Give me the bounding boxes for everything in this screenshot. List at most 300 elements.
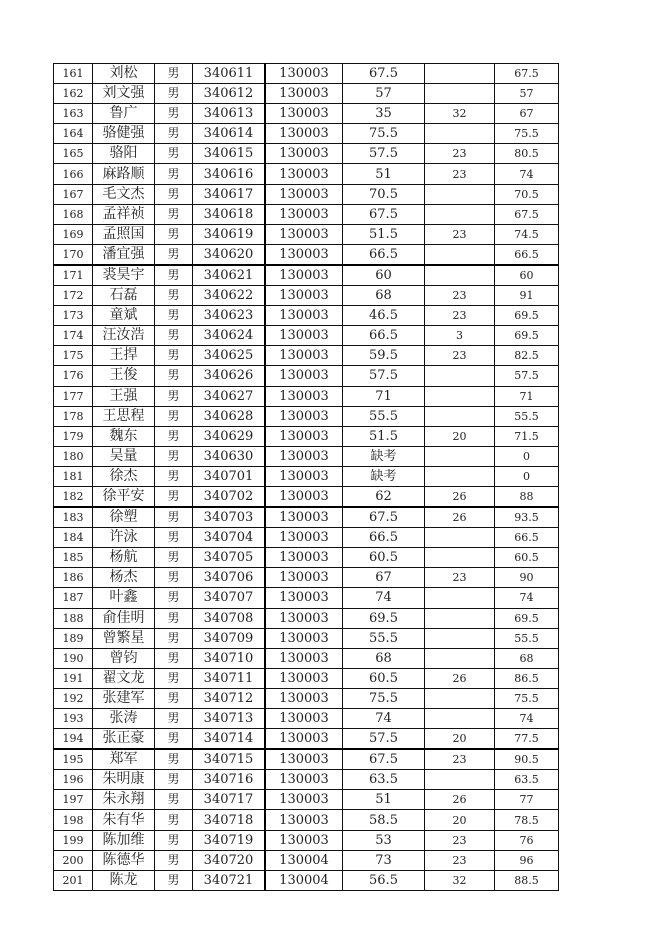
row-number-cell[interactable]: 163 xyxy=(54,104,93,124)
bonus-points-cell[interactable]: 20 xyxy=(425,729,495,750)
total-score-cell[interactable]: 78.5 xyxy=(495,810,559,830)
total-score-cell[interactable]: 91 xyxy=(495,286,559,306)
exam-code-cell[interactable]: 130003 xyxy=(265,265,343,286)
total-score-cell[interactable]: 57.5 xyxy=(495,366,559,386)
total-score-cell[interactable]: 96 xyxy=(495,850,559,870)
bonus-points-cell[interactable] xyxy=(425,528,495,548)
bonus-points-cell[interactable] xyxy=(425,688,495,708)
bonus-points-cell[interactable]: 3 xyxy=(425,326,495,346)
gender-cell[interactable]: 男 xyxy=(155,346,193,366)
exam-code-cell[interactable]: 130003 xyxy=(265,164,343,184)
gender-cell[interactable]: 男 xyxy=(155,810,193,830)
gender-cell[interactable]: 男 xyxy=(155,486,193,507)
row-number-cell[interactable]: 196 xyxy=(54,770,93,790)
student-id-cell[interactable]: 340715 xyxy=(193,749,266,770)
total-score-cell[interactable]: 66.5 xyxy=(495,528,559,548)
total-score-cell[interactable]: 86.5 xyxy=(495,668,559,688)
score-cell[interactable]: 57.5 xyxy=(343,729,425,750)
student-id-cell[interactable]: 340716 xyxy=(193,770,266,790)
exam-code-cell[interactable]: 130003 xyxy=(265,770,343,790)
total-score-cell[interactable]: 90.5 xyxy=(495,749,559,770)
total-score-cell[interactable]: 74 xyxy=(495,588,559,608)
score-cell[interactable]: 51 xyxy=(343,790,425,810)
total-score-cell[interactable]: 55.5 xyxy=(495,406,559,426)
row-number-cell[interactable]: 188 xyxy=(54,608,93,628)
bonus-points-cell[interactable] xyxy=(425,366,495,386)
total-score-cell[interactable]: 57 xyxy=(495,84,559,104)
student-id-cell[interactable]: 340718 xyxy=(193,810,266,830)
exam-code-cell[interactable]: 130003 xyxy=(265,648,343,668)
student-id-cell[interactable]: 340611 xyxy=(193,64,266,84)
gender-cell[interactable]: 男 xyxy=(155,244,193,265)
exam-code-cell[interactable]: 130003 xyxy=(265,104,343,124)
row-number-cell[interactable]: 164 xyxy=(54,124,93,144)
bonus-points-cell[interactable] xyxy=(425,124,495,144)
row-number-cell[interactable]: 168 xyxy=(54,204,93,224)
gender-cell[interactable]: 男 xyxy=(155,568,193,588)
student-id-cell[interactable]: 340616 xyxy=(193,164,266,184)
gender-cell[interactable]: 男 xyxy=(155,386,193,406)
row-number-cell[interactable]: 161 xyxy=(54,64,93,84)
bonus-points-cell[interactable] xyxy=(425,648,495,668)
gender-cell[interactable]: 男 xyxy=(155,446,193,466)
score-cell[interactable]: 缺考 xyxy=(343,446,425,466)
total-score-cell[interactable]: 74 xyxy=(495,709,559,729)
score-cell[interactable]: 66.5 xyxy=(343,326,425,346)
student-id-cell[interactable]: 340703 xyxy=(193,507,266,528)
exam-code-cell[interactable]: 130003 xyxy=(265,709,343,729)
row-number-cell[interactable]: 189 xyxy=(54,628,93,648)
total-score-cell[interactable]: 67.5 xyxy=(495,64,559,84)
gender-cell[interactable]: 男 xyxy=(155,326,193,346)
gender-cell[interactable]: 男 xyxy=(155,668,193,688)
gender-cell[interactable]: 男 xyxy=(155,870,193,890)
name-cell[interactable]: 徐平安 xyxy=(93,486,155,507)
name-cell[interactable]: 王捍 xyxy=(93,346,155,366)
student-id-cell[interactable]: 340721 xyxy=(193,870,266,890)
name-cell[interactable]: 骆阳 xyxy=(93,144,155,164)
total-score-cell[interactable]: 93.5 xyxy=(495,507,559,528)
gender-cell[interactable]: 男 xyxy=(155,830,193,850)
score-cell[interactable]: 55.5 xyxy=(343,406,425,426)
bonus-points-cell[interactable] xyxy=(425,204,495,224)
student-id-cell[interactable]: 340713 xyxy=(193,709,266,729)
row-number-cell[interactable]: 197 xyxy=(54,790,93,810)
gender-cell[interactable]: 男 xyxy=(155,608,193,628)
name-cell[interactable]: 张正豪 xyxy=(93,729,155,750)
score-cell[interactable]: 60.5 xyxy=(343,668,425,688)
student-id-cell[interactable]: 340622 xyxy=(193,286,266,306)
bonus-points-cell[interactable]: 23 xyxy=(425,346,495,366)
bonus-points-cell[interactable] xyxy=(425,588,495,608)
student-id-cell[interactable]: 340627 xyxy=(193,386,266,406)
row-number-cell[interactable]: 180 xyxy=(54,446,93,466)
total-score-cell[interactable]: 76 xyxy=(495,830,559,850)
exam-code-cell[interactable]: 130003 xyxy=(265,184,343,204)
row-number-cell[interactable]: 172 xyxy=(54,286,93,306)
exam-code-cell[interactable]: 130004 xyxy=(265,870,343,890)
row-number-cell[interactable]: 176 xyxy=(54,366,93,386)
gender-cell[interactable]: 男 xyxy=(155,709,193,729)
gender-cell[interactable]: 男 xyxy=(155,265,193,286)
name-cell[interactable]: 陈加维 xyxy=(93,830,155,850)
score-cell[interactable]: 74 xyxy=(343,588,425,608)
gender-cell[interactable]: 男 xyxy=(155,628,193,648)
exam-code-cell[interactable]: 130003 xyxy=(265,688,343,708)
exam-code-cell[interactable]: 130003 xyxy=(265,224,343,244)
total-score-cell[interactable]: 88 xyxy=(495,486,559,507)
score-cell[interactable]: 67.5 xyxy=(343,204,425,224)
total-score-cell[interactable]: 67 xyxy=(495,104,559,124)
row-number-cell[interactable]: 167 xyxy=(54,184,93,204)
bonus-points-cell[interactable]: 23 xyxy=(425,850,495,870)
exam-code-cell[interactable]: 130003 xyxy=(265,628,343,648)
exam-code-cell[interactable]: 130003 xyxy=(265,729,343,750)
exam-code-cell[interactable]: 130003 xyxy=(265,346,343,366)
student-id-cell[interactable]: 340626 xyxy=(193,366,266,386)
name-cell[interactable]: 陈龙 xyxy=(93,870,155,890)
bonus-points-cell[interactable]: 23 xyxy=(425,568,495,588)
gender-cell[interactable]: 男 xyxy=(155,648,193,668)
name-cell[interactable]: 朱明康 xyxy=(93,770,155,790)
total-score-cell[interactable]: 90 xyxy=(495,568,559,588)
score-cell[interactable]: 57 xyxy=(343,84,425,104)
bonus-points-cell[interactable]: 23 xyxy=(425,306,495,326)
student-id-cell[interactable]: 340711 xyxy=(193,668,266,688)
score-cell[interactable]: 67.5 xyxy=(343,749,425,770)
name-cell[interactable]: 朱永翔 xyxy=(93,790,155,810)
row-number-cell[interactable]: 170 xyxy=(54,244,93,265)
exam-code-cell[interactable]: 130003 xyxy=(265,568,343,588)
score-cell[interactable]: 69.5 xyxy=(343,608,425,628)
row-number-cell[interactable]: 194 xyxy=(54,729,93,750)
exam-code-cell[interactable]: 130003 xyxy=(265,144,343,164)
bonus-points-cell[interactable]: 23 xyxy=(425,144,495,164)
exam-code-cell[interactable]: 130003 xyxy=(265,426,343,446)
bonus-points-cell[interactable]: 23 xyxy=(425,830,495,850)
score-cell[interactable]: 73 xyxy=(343,850,425,870)
gender-cell[interactable]: 男 xyxy=(155,164,193,184)
gender-cell[interactable]: 男 xyxy=(155,286,193,306)
bonus-points-cell[interactable]: 32 xyxy=(425,104,495,124)
score-cell[interactable]: 51.5 xyxy=(343,426,425,446)
gender-cell[interactable]: 男 xyxy=(155,224,193,244)
gender-cell[interactable]: 男 xyxy=(155,306,193,326)
total-score-cell[interactable]: 69.5 xyxy=(495,608,559,628)
student-id-cell[interactable]: 340705 xyxy=(193,548,266,568)
row-number-cell[interactable]: 192 xyxy=(54,688,93,708)
student-id-cell[interactable]: 340615 xyxy=(193,144,266,164)
student-id-cell[interactable]: 340623 xyxy=(193,306,266,326)
exam-code-cell[interactable]: 130003 xyxy=(265,386,343,406)
gender-cell[interactable]: 男 xyxy=(155,749,193,770)
exam-code-cell[interactable]: 130003 xyxy=(265,446,343,466)
name-cell[interactable]: 杨航 xyxy=(93,548,155,568)
exam-code-cell[interactable]: 130003 xyxy=(265,528,343,548)
student-id-cell[interactable]: 340701 xyxy=(193,466,266,486)
total-score-cell[interactable]: 77.5 xyxy=(495,729,559,750)
name-cell[interactable]: 朱有华 xyxy=(93,810,155,830)
score-cell[interactable]: 67.5 xyxy=(343,507,425,528)
name-cell[interactable]: 孟祥祯 xyxy=(93,204,155,224)
total-score-cell[interactable]: 60.5 xyxy=(495,548,559,568)
total-score-cell[interactable]: 88.5 xyxy=(495,870,559,890)
student-id-cell[interactable]: 340613 xyxy=(193,104,266,124)
exam-code-cell[interactable]: 130003 xyxy=(265,830,343,850)
total-score-cell[interactable]: 55.5 xyxy=(495,628,559,648)
row-number-cell[interactable]: 181 xyxy=(54,466,93,486)
row-number-cell[interactable]: 201 xyxy=(54,870,93,890)
name-cell[interactable]: 张建军 xyxy=(93,688,155,708)
name-cell[interactable]: 裘昊宇 xyxy=(93,265,155,286)
row-number-cell[interactable]: 169 xyxy=(54,224,93,244)
exam-code-cell[interactable]: 130003 xyxy=(265,306,343,326)
name-cell[interactable]: 翟文龙 xyxy=(93,668,155,688)
score-cell[interactable]: 67.5 xyxy=(343,64,425,84)
student-id-cell[interactable]: 340614 xyxy=(193,124,266,144)
total-score-cell[interactable]: 69.5 xyxy=(495,306,559,326)
score-cell[interactable]: 56.5 xyxy=(343,870,425,890)
total-score-cell[interactable]: 68 xyxy=(495,648,559,668)
student-id-cell[interactable]: 340621 xyxy=(193,265,266,286)
row-number-cell[interactable]: 190 xyxy=(54,648,93,668)
exam-code-cell[interactable]: 130003 xyxy=(265,244,343,265)
gender-cell[interactable]: 男 xyxy=(155,790,193,810)
student-id-cell[interactable]: 340708 xyxy=(193,608,266,628)
gender-cell[interactable]: 男 xyxy=(155,466,193,486)
bonus-points-cell[interactable] xyxy=(425,184,495,204)
student-id-cell[interactable]: 340717 xyxy=(193,790,266,810)
bonus-points-cell[interactable]: 26 xyxy=(425,486,495,507)
bonus-points-cell[interactable] xyxy=(425,548,495,568)
name-cell[interactable]: 张涛 xyxy=(93,709,155,729)
bonus-points-cell[interactable]: 23 xyxy=(425,224,495,244)
row-number-cell[interactable]: 200 xyxy=(54,850,93,870)
exam-code-cell[interactable]: 130003 xyxy=(265,286,343,306)
total-score-cell[interactable]: 70.5 xyxy=(495,184,559,204)
student-id-cell[interactable]: 340612 xyxy=(193,84,266,104)
student-id-cell[interactable]: 340720 xyxy=(193,850,266,870)
exam-code-cell[interactable]: 130003 xyxy=(265,588,343,608)
bonus-points-cell[interactable] xyxy=(425,64,495,84)
gender-cell[interactable]: 男 xyxy=(155,124,193,144)
bonus-points-cell[interactable] xyxy=(425,244,495,265)
total-score-cell[interactable]: 67.5 xyxy=(495,204,559,224)
bonus-points-cell[interactable] xyxy=(425,84,495,104)
exam-code-cell[interactable]: 130003 xyxy=(265,64,343,84)
student-id-cell[interactable]: 340712 xyxy=(193,688,266,708)
exam-code-cell[interactable]: 130003 xyxy=(265,326,343,346)
score-cell[interactable]: 58.5 xyxy=(343,810,425,830)
row-number-cell[interactable]: 173 xyxy=(54,306,93,326)
name-cell[interactable]: 徐塑 xyxy=(93,507,155,528)
row-number-cell[interactable]: 191 xyxy=(54,668,93,688)
score-cell[interactable]: 62 xyxy=(343,486,425,507)
student-id-cell[interactable]: 340709 xyxy=(193,628,266,648)
student-id-cell[interactable]: 340719 xyxy=(193,830,266,850)
row-number-cell[interactable]: 177 xyxy=(54,386,93,406)
exam-code-cell[interactable]: 130003 xyxy=(265,406,343,426)
row-number-cell[interactable]: 179 xyxy=(54,426,93,446)
bonus-points-cell[interactable]: 32 xyxy=(425,870,495,890)
exam-code-cell[interactable]: 130003 xyxy=(265,507,343,528)
score-cell[interactable]: 68 xyxy=(343,648,425,668)
student-id-cell[interactable]: 340624 xyxy=(193,326,266,346)
score-cell[interactable]: 51 xyxy=(343,164,425,184)
bonus-points-cell[interactable]: 26 xyxy=(425,790,495,810)
score-cell[interactable]: 68 xyxy=(343,286,425,306)
row-number-cell[interactable]: 174 xyxy=(54,326,93,346)
exam-code-cell[interactable]: 130003 xyxy=(265,668,343,688)
student-id-cell[interactable]: 340629 xyxy=(193,426,266,446)
exam-code-cell[interactable]: 130003 xyxy=(265,608,343,628)
name-cell[interactable]: 毛文杰 xyxy=(93,184,155,204)
gender-cell[interactable]: 男 xyxy=(155,366,193,386)
gender-cell[interactable]: 男 xyxy=(155,548,193,568)
name-cell[interactable]: 叶鑫 xyxy=(93,588,155,608)
total-score-cell[interactable]: 80.5 xyxy=(495,144,559,164)
exam-code-cell[interactable]: 130003 xyxy=(265,548,343,568)
row-number-cell[interactable]: 183 xyxy=(54,507,93,528)
score-cell[interactable]: 75.5 xyxy=(343,688,425,708)
total-score-cell[interactable]: 71.5 xyxy=(495,426,559,446)
score-cell[interactable]: 缺考 xyxy=(343,466,425,486)
name-cell[interactable]: 麻路顺 xyxy=(93,164,155,184)
score-cell[interactable]: 66.5 xyxy=(343,244,425,265)
row-number-cell[interactable]: 187 xyxy=(54,588,93,608)
row-number-cell[interactable]: 198 xyxy=(54,810,93,830)
bonus-points-cell[interactable] xyxy=(425,386,495,406)
row-number-cell[interactable]: 162 xyxy=(54,84,93,104)
bonus-points-cell[interactable] xyxy=(425,709,495,729)
score-cell[interactable]: 57.5 xyxy=(343,366,425,386)
total-score-cell[interactable]: 71 xyxy=(495,386,559,406)
gender-cell[interactable]: 男 xyxy=(155,770,193,790)
name-cell[interactable]: 王俊 xyxy=(93,366,155,386)
bonus-points-cell[interactable]: 23 xyxy=(425,164,495,184)
row-number-cell[interactable]: 184 xyxy=(54,528,93,548)
bonus-points-cell[interactable]: 20 xyxy=(425,810,495,830)
total-score-cell[interactable]: 0 xyxy=(495,446,559,466)
student-id-cell[interactable]: 340619 xyxy=(193,224,266,244)
name-cell[interactable]: 杨杰 xyxy=(93,568,155,588)
bonus-points-cell[interactable]: 26 xyxy=(425,507,495,528)
total-score-cell[interactable]: 60 xyxy=(495,265,559,286)
score-cell[interactable]: 75.5 xyxy=(343,124,425,144)
gender-cell[interactable]: 男 xyxy=(155,64,193,84)
exam-code-cell[interactable]: 130003 xyxy=(265,749,343,770)
bonus-points-cell[interactable] xyxy=(425,770,495,790)
name-cell[interactable]: 鲁广 xyxy=(93,104,155,124)
gender-cell[interactable]: 男 xyxy=(155,850,193,870)
name-cell[interactable]: 魏东 xyxy=(93,426,155,446)
row-number-cell[interactable]: 182 xyxy=(54,486,93,507)
score-cell[interactable]: 55.5 xyxy=(343,628,425,648)
score-cell[interactable]: 53 xyxy=(343,830,425,850)
gender-cell[interactable]: 男 xyxy=(155,507,193,528)
score-cell[interactable]: 71 xyxy=(343,386,425,406)
score-cell[interactable]: 66.5 xyxy=(343,528,425,548)
student-id-cell[interactable]: 340702 xyxy=(193,486,266,507)
score-cell[interactable]: 60.5 xyxy=(343,548,425,568)
score-cell[interactable]: 46.5 xyxy=(343,306,425,326)
bonus-points-cell[interactable] xyxy=(425,406,495,426)
name-cell[interactable]: 石磊 xyxy=(93,286,155,306)
gender-cell[interactable]: 男 xyxy=(155,528,193,548)
name-cell[interactable]: 曾钧 xyxy=(93,648,155,668)
total-score-cell[interactable]: 63.5 xyxy=(495,770,559,790)
gender-cell[interactable]: 男 xyxy=(155,144,193,164)
row-number-cell[interactable]: 175 xyxy=(54,346,93,366)
bonus-points-cell[interactable] xyxy=(425,608,495,628)
row-number-cell[interactable]: 166 xyxy=(54,164,93,184)
bonus-points-cell[interactable] xyxy=(425,265,495,286)
row-number-cell[interactable]: 185 xyxy=(54,548,93,568)
name-cell[interactable]: 刘松 xyxy=(93,64,155,84)
score-cell[interactable]: 74 xyxy=(343,709,425,729)
exam-code-cell[interactable]: 130003 xyxy=(265,486,343,507)
bonus-points-cell[interactable] xyxy=(425,446,495,466)
score-cell[interactable]: 35 xyxy=(343,104,425,124)
name-cell[interactable]: 潘宜强 xyxy=(93,244,155,265)
gender-cell[interactable]: 男 xyxy=(155,688,193,708)
row-number-cell[interactable]: 171 xyxy=(54,265,93,286)
exam-code-cell[interactable]: 130004 xyxy=(265,850,343,870)
gender-cell[interactable]: 男 xyxy=(155,204,193,224)
bonus-points-cell[interactable]: 23 xyxy=(425,286,495,306)
total-score-cell[interactable]: 77 xyxy=(495,790,559,810)
bonus-points-cell[interactable]: 20 xyxy=(425,426,495,446)
name-cell[interactable]: 陈德华 xyxy=(93,850,155,870)
student-id-cell[interactable]: 340630 xyxy=(193,446,266,466)
student-id-cell[interactable]: 340618 xyxy=(193,204,266,224)
gender-cell[interactable]: 男 xyxy=(155,406,193,426)
score-cell[interactable]: 51.5 xyxy=(343,224,425,244)
bonus-points-cell[interactable]: 26 xyxy=(425,668,495,688)
exam-code-cell[interactable]: 130003 xyxy=(265,84,343,104)
exam-code-cell[interactable]: 130003 xyxy=(265,466,343,486)
row-number-cell[interactable]: 195 xyxy=(54,749,93,770)
name-cell[interactable]: 汪汝浩 xyxy=(93,326,155,346)
student-id-cell[interactable]: 340628 xyxy=(193,406,266,426)
bonus-points-cell[interactable] xyxy=(425,628,495,648)
score-cell[interactable]: 67 xyxy=(343,568,425,588)
name-cell[interactable]: 王强 xyxy=(93,386,155,406)
name-cell[interactable]: 骆健强 xyxy=(93,124,155,144)
name-cell[interactable]: 刘文强 xyxy=(93,84,155,104)
student-id-cell[interactable]: 340714 xyxy=(193,729,266,750)
exam-code-cell[interactable]: 130003 xyxy=(265,124,343,144)
score-cell[interactable]: 60 xyxy=(343,265,425,286)
name-cell[interactable]: 徐杰 xyxy=(93,466,155,486)
total-score-cell[interactable]: 66.5 xyxy=(495,244,559,265)
student-id-cell[interactable]: 340704 xyxy=(193,528,266,548)
row-number-cell[interactable]: 178 xyxy=(54,406,93,426)
score-cell[interactable]: 57.5 xyxy=(343,144,425,164)
student-id-cell[interactable]: 340625 xyxy=(193,346,266,366)
total-score-cell[interactable]: 69.5 xyxy=(495,326,559,346)
gender-cell[interactable]: 男 xyxy=(155,426,193,446)
name-cell[interactable]: 孟照国 xyxy=(93,224,155,244)
exam-code-cell[interactable]: 130003 xyxy=(265,366,343,386)
score-cell[interactable]: 70.5 xyxy=(343,184,425,204)
score-cell[interactable]: 63.5 xyxy=(343,770,425,790)
score-cell[interactable]: 59.5 xyxy=(343,346,425,366)
total-score-cell[interactable]: 75.5 xyxy=(495,688,559,708)
name-cell[interactable]: 许泳 xyxy=(93,528,155,548)
row-number-cell[interactable]: 165 xyxy=(54,144,93,164)
exam-code-cell[interactable]: 130003 xyxy=(265,810,343,830)
